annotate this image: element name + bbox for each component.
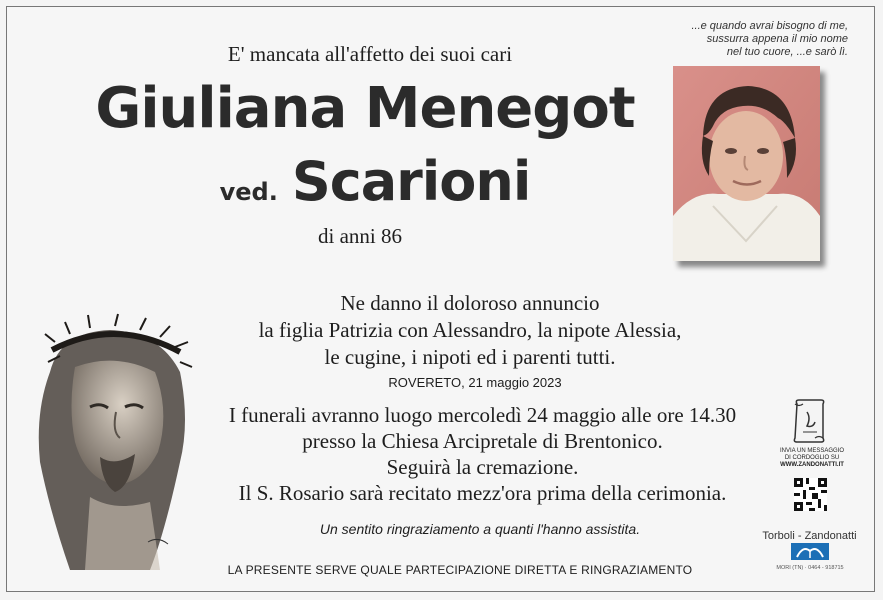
funeral-home-name: Torboli - Zandonatti [762,530,857,542]
funeral-home-logo-icon [791,543,829,560]
announcement-line: la figlia Patrizia con Alessandro, la nipote Alessia, [258,318,682,342]
message-line [768,462,856,469]
christ-illustration [30,312,200,570]
funeral-line: presso la Chiesa Arcipretale di Brentonico. [302,429,663,453]
funeral-line: Seguirà la cremazione. [386,455,579,479]
quote-line: ...e quando avrai bisogno di me, [691,20,848,32]
memorial-quote [638,20,848,59]
announcement-line: le cugine, i nipoti ed i parenti tutti. [324,345,616,369]
deceased-photo [673,66,820,261]
scroll-icon [789,398,829,444]
condolence-message-info [768,448,856,469]
portrait-illustration [673,66,820,261]
married-surname: Scarioni [291,150,531,213]
message-line: INVIA UN MESSAGGIO [779,448,844,454]
funeral-line: Il S. Rosario sarà recitato mezz'ora prima della cerimonia. [238,481,727,505]
intro-text: E' mancata all'affetto dei suoi cari [227,42,513,66]
funeral-line: I funerali avranno luogo mercoledì 24 maggio alle ore 14.30 [228,403,737,427]
message-line: DI CORDOGLIO SU [784,455,840,461]
quote-line: nel tuo cuore, ...e sarò lì. [726,46,848,58]
announcement-line: Ne danno il doloroso annuncio [340,291,600,315]
qr-code-icon[interactable] [794,478,827,511]
funeral-home-contact: MORI (TN) · 0464 - 918715 [776,565,844,571]
website-link[interactable]: WWW.ZANDONATTI.IT [780,462,844,468]
footer-text: LA PRESENTE SERVE QUALE PARTECIPAZIONE DIRETTA E RINGRAZIAMENTO [227,563,693,577]
place-date: ROVERETO, 21 maggio 2023 [388,375,562,390]
deceased-name: Giuliana Menegot [95,76,635,141]
announcement [200,290,740,371]
christ-with-crown-of-thorns-icon [30,312,200,570]
age-text: di anni 86 [318,224,402,248]
thanks-text: Un sentito ringraziamento a quanti l'hanno assistita. [319,521,641,537]
quote-line: sussurra appena il mio nome [706,33,848,45]
ved-prefix: ved. [219,178,278,206]
married-name-line [160,150,590,213]
funeral-details [170,402,795,506]
